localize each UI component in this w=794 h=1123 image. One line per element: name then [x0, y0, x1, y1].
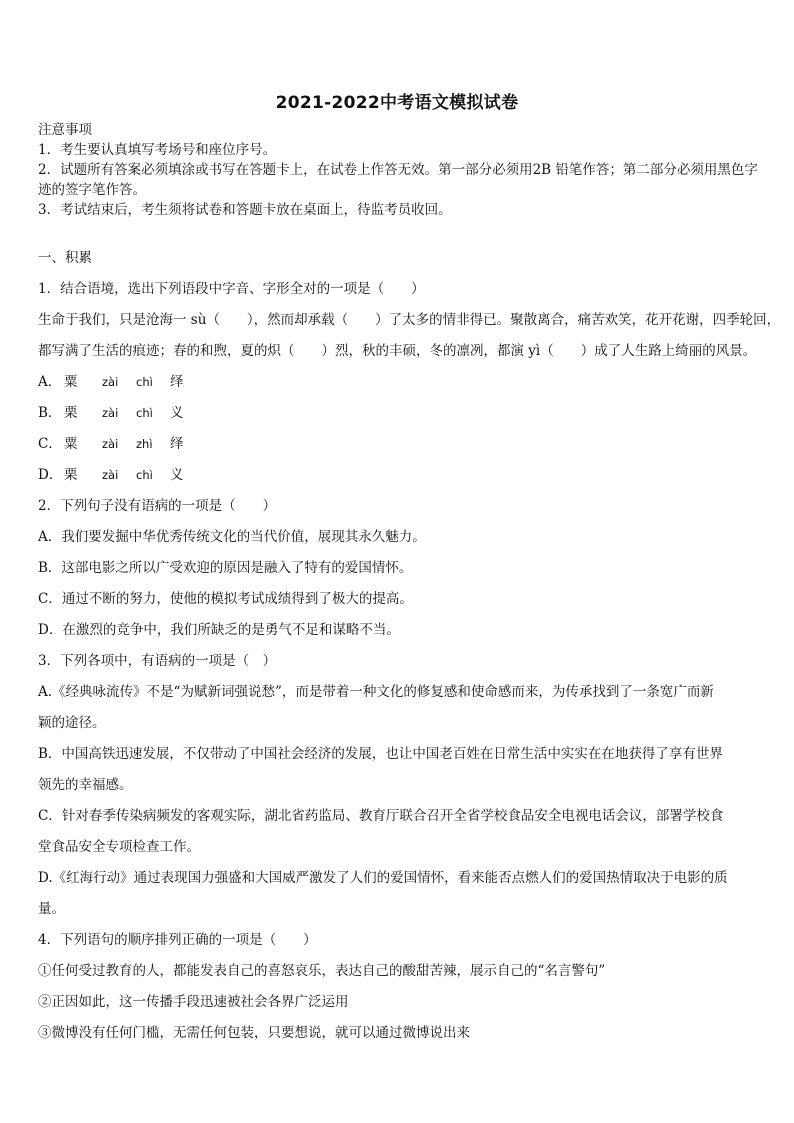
q2-option-b: B．这部电影之所以广受欢迎的原因是融入了特有的爱国情怀。 — [38, 560, 413, 576]
q3-option-d-cont: 量。 — [38, 901, 65, 917]
option-pinyin: zài — [102, 437, 119, 451]
option-pinyin: zhì — [136, 437, 153, 451]
option-pinyin: chì — [136, 375, 153, 389]
q2-option-c: C．通过不断的努力，使他的模拟考试成绩得到了极大的提高。 — [38, 591, 413, 607]
page-title: 2021-2022中考语文模拟试卷 — [275, 93, 519, 113]
q4-stem: 4．下列语句的顺序排列正确的一项是（ ） — [38, 932, 317, 948]
option-label: C． — [38, 436, 62, 452]
q1-passage-line: 生命于我们，只是沧海一 sù（ ），然而却承载（ ）了太多的情非得已。聚散离合，痛苦欢笑，花开花谢，四季轮回， — [38, 312, 781, 328]
option-label: D． — [38, 467, 63, 483]
q2-option-a: A．我们要发掘中华优秀传统文化的当代价值，展现其永久魅力。 — [38, 529, 426, 545]
option-char: 绎 — [170, 374, 184, 390]
q3-option-b-cont: 领先的幸福感。 — [38, 777, 133, 793]
option-pinyin: chì — [136, 468, 153, 482]
q4-item: ②正因如此，这一传播手段迅速被社会各界广泛运用 — [38, 994, 349, 1010]
notice-block — [38, 120, 760, 220]
option-char: 义 — [170, 467, 184, 483]
q2-stem: 2．下列句子没有语病的一项是（ ） — [38, 498, 277, 514]
option-char: 粟 — [64, 436, 78, 452]
notice-heading: 注意事项 — [38, 122, 92, 138]
option-pinyin: zài — [102, 375, 119, 389]
option-pinyin: chì — [136, 406, 153, 420]
q1-passage-line: 都写满了生活的痕迹；春的和煦，夏的炽（ ）烈，秋的丰硕，冬的凛冽，都演 yì（ ）成了人生路上绮丽的风景。 — [38, 343, 757, 359]
option-pinyin: zài — [102, 406, 119, 420]
option-label: B． — [38, 405, 62, 421]
option-char: 义 — [170, 405, 184, 421]
option-char: 粟 — [64, 374, 78, 390]
q1-option-d — [38, 460, 760, 491]
q1-option-c — [38, 429, 760, 460]
option-char: 绎 — [170, 436, 184, 452]
option-char: 栗 — [64, 405, 78, 421]
q3-option-a: A.《经典咏流传》不是“为赋新词强说愁”，而是带着一种文化的修复感和使命感而来，为传承找到了一条宽广而新 — [38, 684, 714, 700]
q3-stem: 3．下列各项中，有语病的一项是（ ） — [38, 653, 277, 669]
option-pinyin: zài — [102, 468, 119, 482]
notice-item: 1．考生要认真填写考场号和座位序号。 — [38, 142, 277, 158]
q2-option-d: D．在激烈的竞争中，我们所缺乏的是勇气不足和谋略不当。 — [38, 622, 400, 638]
q3-option-b: B．中国高铁迅速发展，不仅带动了中国社会经济的发展，也让中国老百姓在日常生活中实实在在地获得了享有世界 — [38, 746, 723, 762]
q1-option-a — [38, 367, 760, 398]
q3-option-a-cont: 颖的途径。 — [38, 715, 106, 731]
q1-stem: 1．结合语境，选出下列语段中字音、字形全对的一项是（ ） — [38, 281, 425, 297]
q4-item: ③微博没有任何门槛，无需任何包装，只要想说，就可以通过微博说出来 — [38, 1025, 470, 1041]
q3-option-c: C．针对春季传染病频发的客观实际，湖北省药监局、教育厅联合召开全省学校食品安全电视电话会议，部署学校食 — [38, 808, 724, 824]
notice-item: 2．试题所有答案必须填涂或书写在答题卡上，在试卷上作答无效。第一部分必须用2B 铅笔作答；第二部分必须用黑色字迹的签字笔作答。 — [38, 162, 758, 198]
option-char: 栗 — [64, 467, 78, 483]
q4-item: ①任何受过教育的人，都能发表自己的喜怒哀乐，表达自己的酸甜苦辣，展示自己的“名言警句” — [38, 963, 606, 979]
question-body — [38, 243, 781, 1049]
option-label: A． — [38, 374, 62, 390]
q3-option-c-cont: 堂食品安全专项检查工作。 — [38, 839, 200, 855]
q3-option-d: D.《红海行动》通过表现国力强盛和大国威严激发了人们的爱国情怀，看来能否点燃人们的爱国热情取决于电影的质 — [38, 870, 728, 886]
q1-option-b — [38, 398, 760, 429]
section-heading: 一、积累 — [38, 250, 92, 266]
notice-item: 3．考试结束后，考生须将试卷和答题卡放在桌面上，待监考员收回。 — [38, 202, 452, 218]
